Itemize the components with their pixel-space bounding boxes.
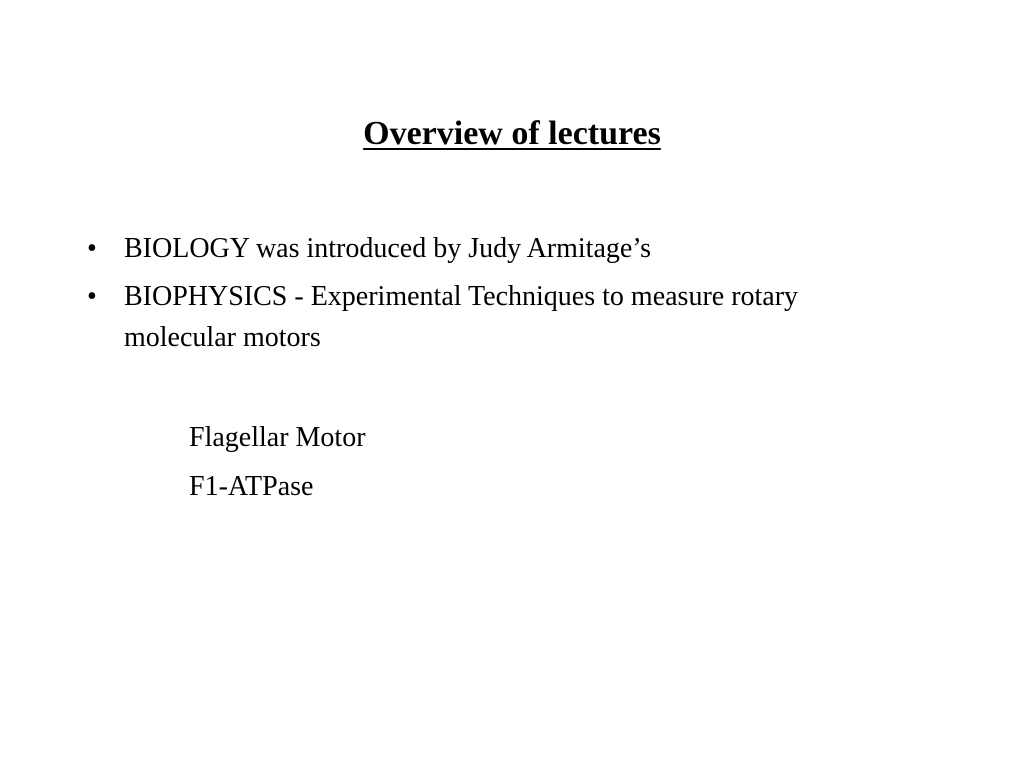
bullet-item-biology <box>0 228 884 269</box>
motor-item-flagellar: Flagellar Motor <box>189 422 366 453</box>
bullet-marker: • <box>87 281 97 312</box>
motor-list <box>189 417 366 515</box>
bullet-text: BIOPHYSICS - Experimental Techniques to measure rotary molecular motors <box>124 281 799 353</box>
motor-item-f1-atpase: F1-ATPase <box>189 471 314 502</box>
bullet-item-biophysics <box>0 276 884 358</box>
bullet-list <box>0 228 1024 365</box>
slide-title: Overview of lectures <box>363 115 661 152</box>
bullet-marker: • <box>87 233 97 264</box>
bullet-text: BIOLOGY was introduced by Judy Armitage’s <box>124 233 651 264</box>
